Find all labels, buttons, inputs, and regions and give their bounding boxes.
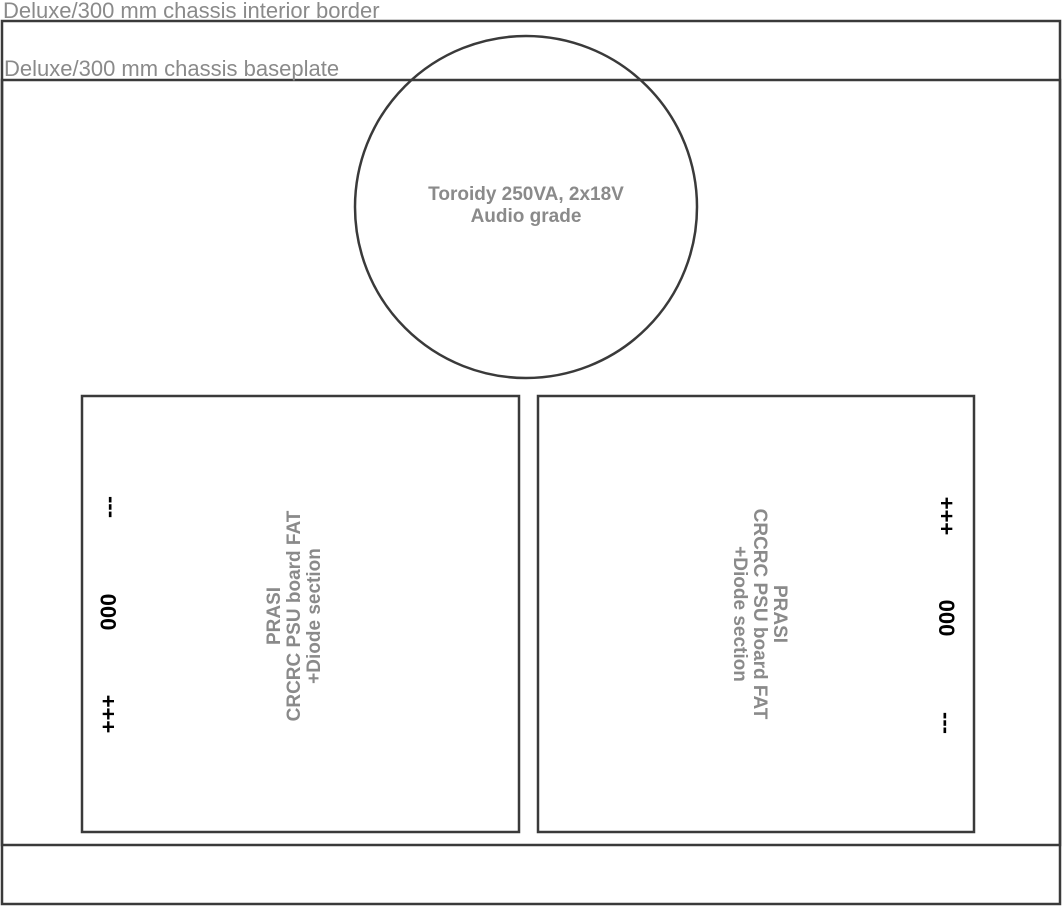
baseplate-label: Deluxe/300 mm chassis baseplate	[4, 56, 340, 81]
psu-right-label-line1: PRASI	[769, 584, 790, 644]
toroidal-transformer	[355, 36, 697, 378]
psu-left-pin-ground: 000	[96, 593, 121, 631]
psu-left-label-line2: CRCRC PSU board FAT	[284, 510, 305, 722]
psu-board-left	[82, 396, 519, 832]
psu-left-label-line3: +Diode section	[304, 548, 325, 684]
interior-border-outline	[2, 21, 1060, 904]
psu-right-pin-ground: 000	[934, 599, 959, 637]
psu-right-pin-positive: +++	[934, 496, 959, 536]
psu-left-pin-negative: ---	[96, 496, 121, 518]
transformer-label-line2: Audio grade	[470, 206, 582, 227]
transformer-label-line1: Toroidy 250VA, 2x18V	[428, 184, 624, 205]
psu-right-label-line3: +Diode section	[729, 546, 750, 682]
interior-border-label: Deluxe/300 mm chassis interior border	[3, 0, 380, 23]
psu-left-pin-positive: +++	[96, 694, 121, 734]
psu-right-label-line2: CRCRC PSU board FAT	[749, 508, 770, 720]
psu-board-right	[538, 396, 974, 832]
psu-left-label-line1: PRASI	[264, 586, 285, 646]
psu-right-pin-negative: ---	[934, 712, 959, 734]
